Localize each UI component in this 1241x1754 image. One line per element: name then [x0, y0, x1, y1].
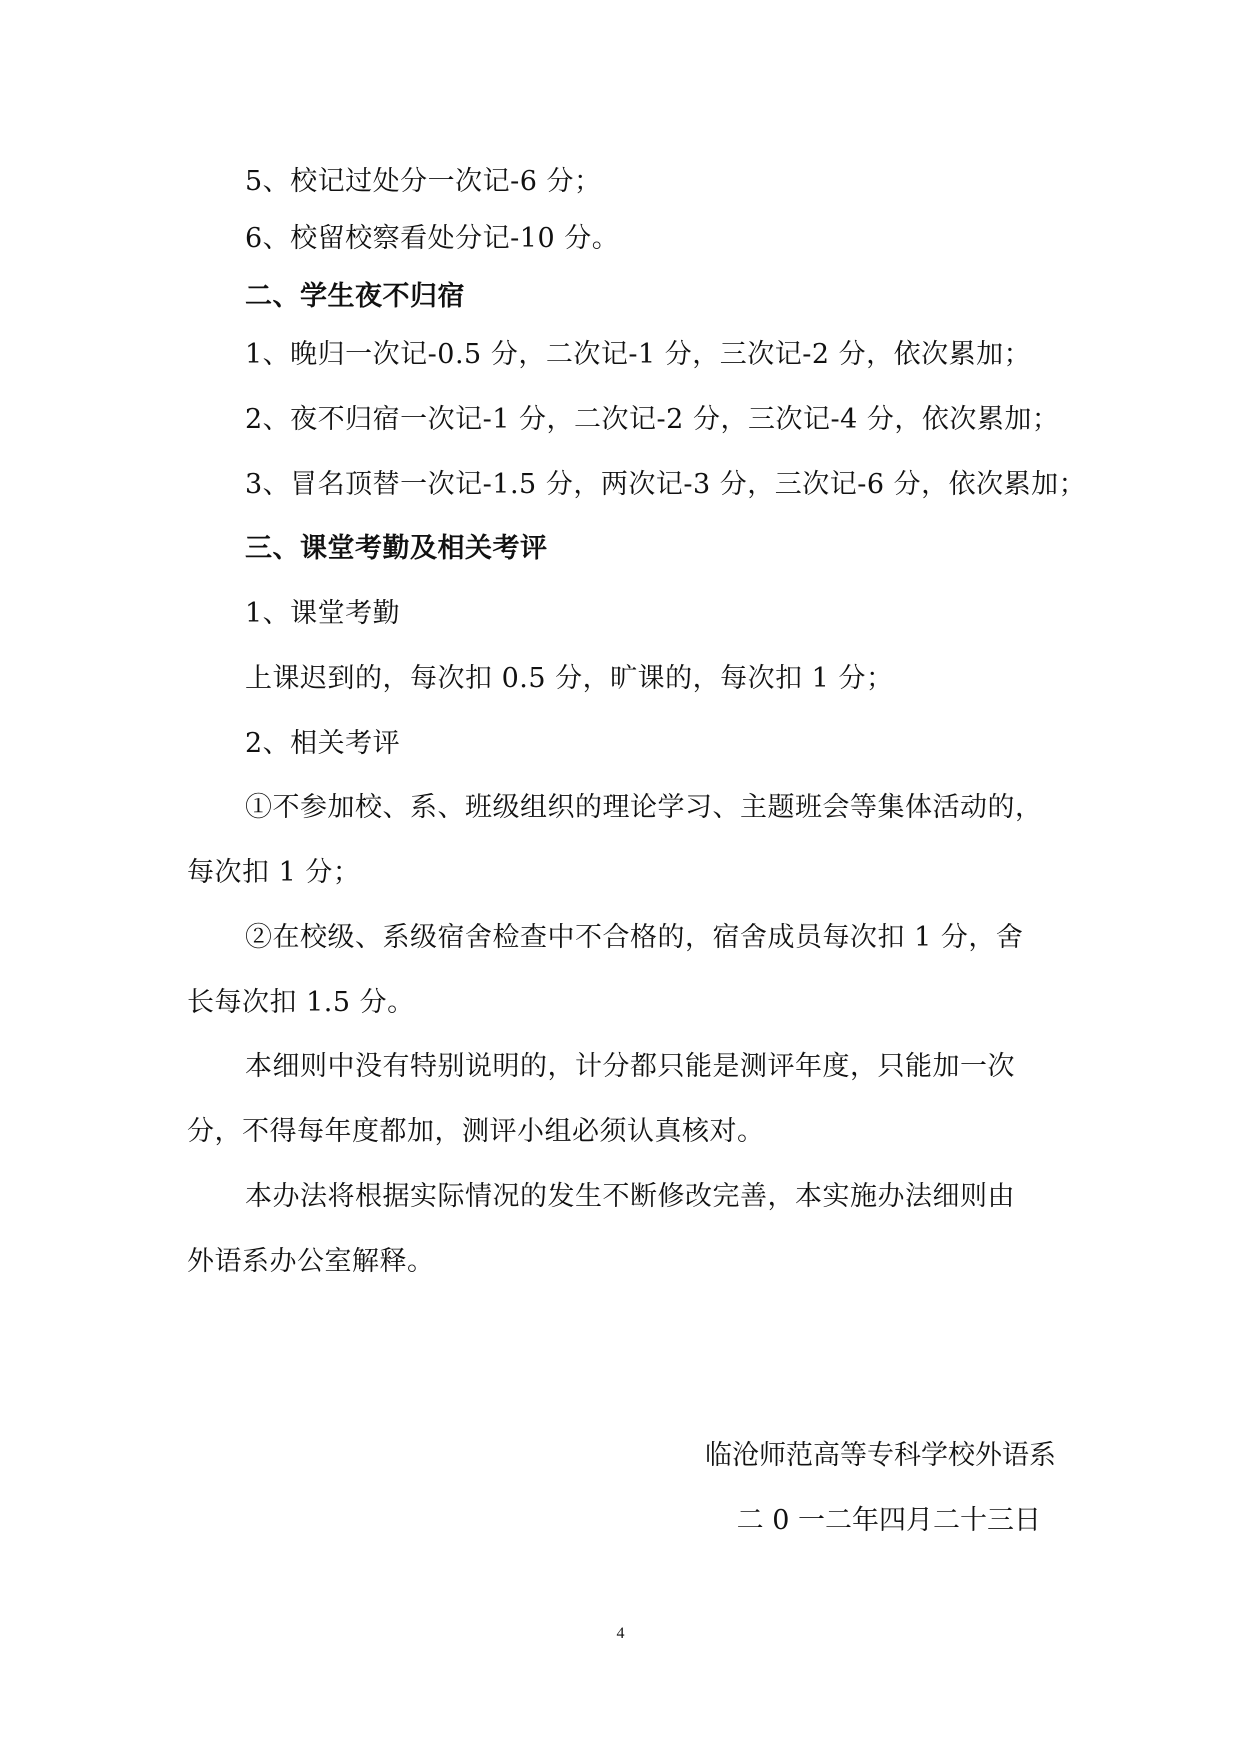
section2-item-2: 2、夜不归宿一次记-1 分，二次记-2 分，三次记-4 分，依次累加； [245, 404, 1060, 435]
section3-point1-line1: ①不参加校、系、班级组织的理论学习、主题班会等集体活动的， [245, 792, 1043, 823]
section2-item-1: 1、晚归一次记-0.5 分，二次记-1 分，三次记-2 分，依次累加； [245, 339, 1032, 370]
page-number: 4 [616, 1625, 625, 1642]
section3-point2-line2: 长每次扣 1.5 分。 [187, 987, 415, 1018]
item-6: 6、校留校察看处分记-10 分。 [245, 223, 620, 254]
note1-line1: 本细则中没有特别说明的，计分都只能是测评年度，只能加一次 [245, 1051, 1015, 1082]
section3-sub1-title: 1、课堂考勤 [245, 598, 401, 629]
section3-point1-line2: 每次扣 1 分； [187, 857, 361, 888]
section-heading-3: 三、课堂考勤及相关考评 [245, 533, 548, 564]
signature-date: 二 0 一二年四月二十三日 [736, 1505, 1041, 1536]
note1-line2: 分，不得每年度都加，测评小组必须认真核对。 [187, 1116, 765, 1147]
section3-point2-line1: ②在校级、系级宿舍检查中不合格的，宿舍成员每次扣 1 分，舍 [245, 922, 1024, 953]
section3-sub2-title: 2、相关考评 [245, 728, 401, 759]
section2-item-3: 3、冒名顶替一次记-1.5 分，两次记-3 分，三次记-6 分，依次累加； [245, 469, 1087, 500]
item-5: 5、校记过处分一次记-6 分； [245, 166, 602, 197]
note2-line2: 外语系办公室解释。 [187, 1246, 435, 1277]
signature-org: 临沧师范高等专科学校外语系 [705, 1440, 1056, 1471]
section-heading-2: 二、学生夜不归宿 [245, 281, 465, 312]
note2-line1: 本办法将根据实际情况的发生不断修改完善，本实施办法细则由 [245, 1181, 1015, 1212]
section3-sub1-text: 上课迟到的，每次扣 0.5 分，旷课的，每次扣 1 分； [245, 663, 894, 694]
